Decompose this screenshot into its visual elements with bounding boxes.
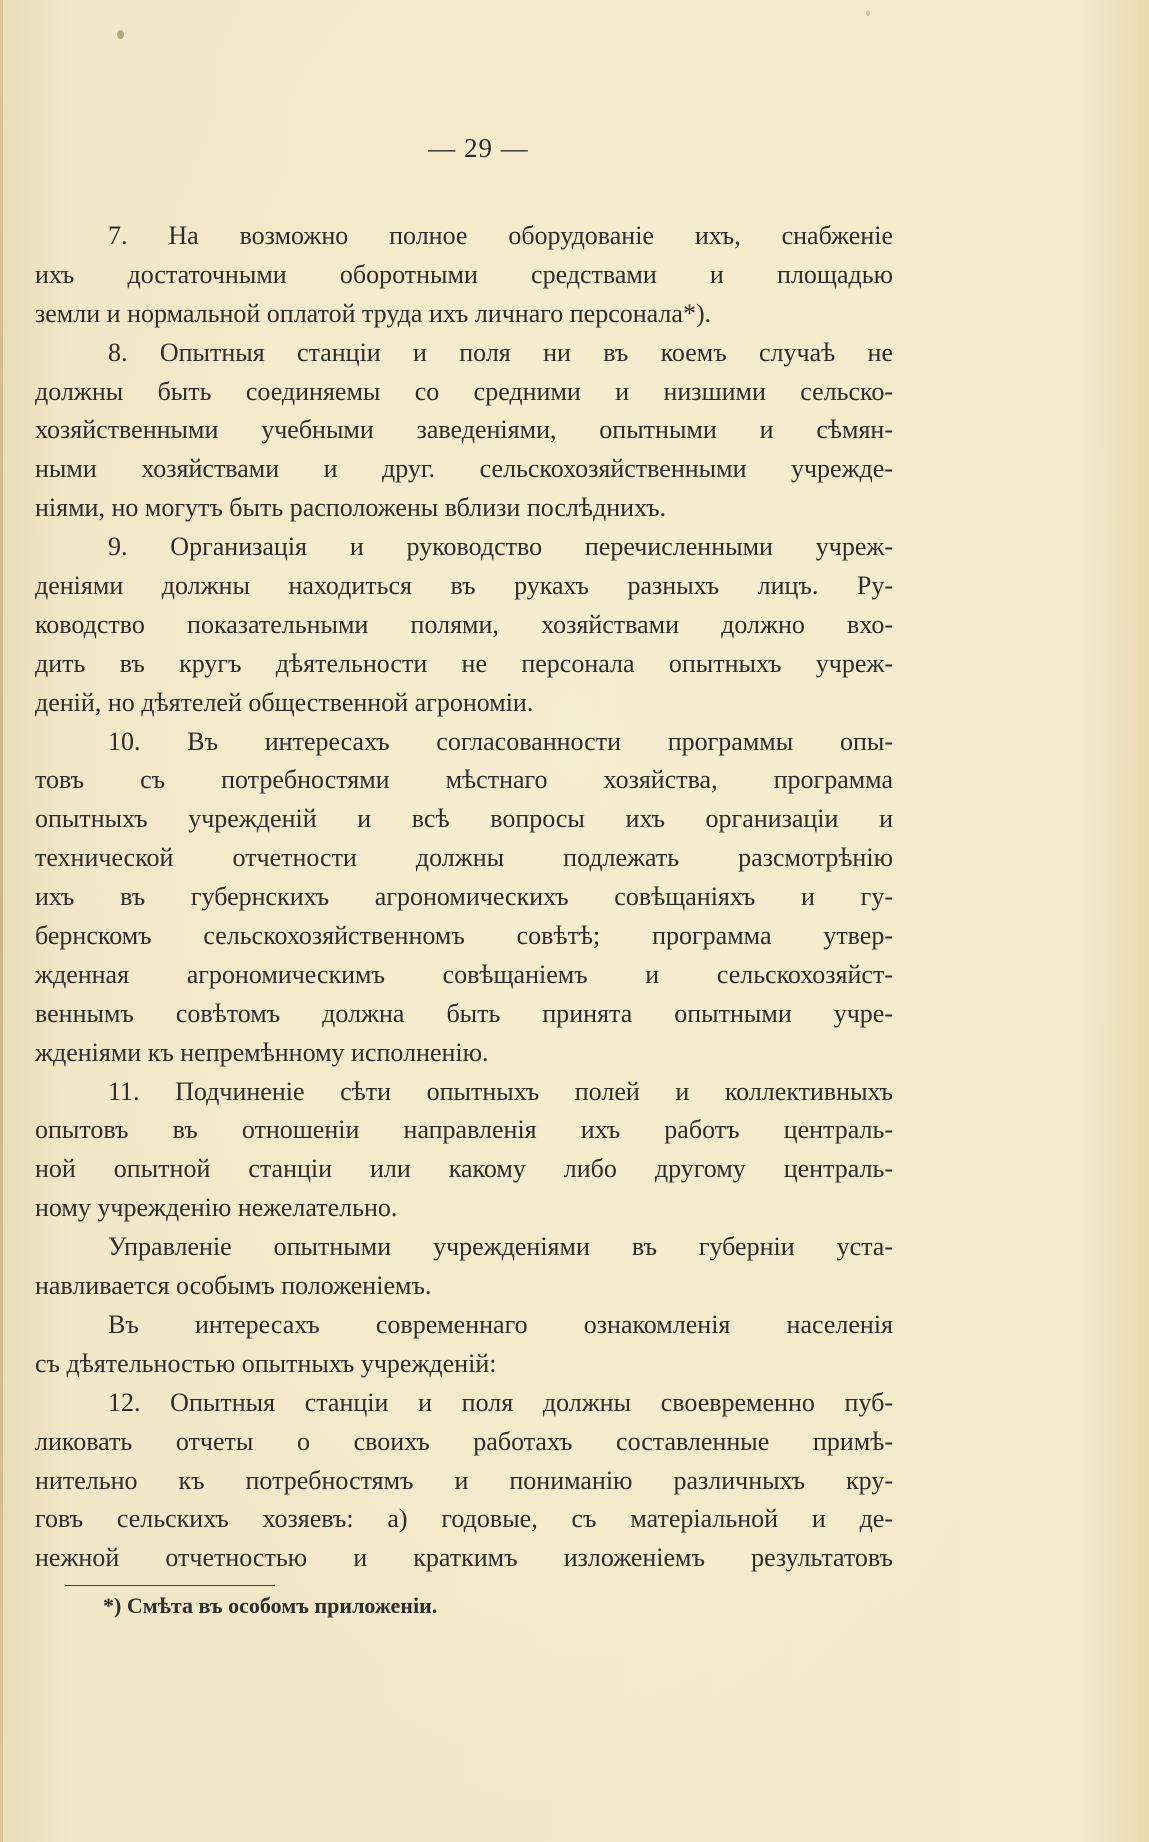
text-line: должны быть соединяемы со средними и низшими сельско- [35,376,893,406]
text-line: хозяйственными учебными заведеніями, опытными и сѣмян- [35,415,893,445]
text-line: ными хозяйствами и друг. сельскохозяйственными учрежде- [35,454,893,484]
text-line: веннымъ совѣтомъ должна быть принята опытными учре- [35,998,893,1028]
paper-speck [117,30,124,39]
text-line: деній, но дѣятелей общественной агрономіи. [35,687,534,717]
text-line: Управленіе опытными учрежденіями въ губерніи уста- [108,1232,893,1262]
text-line: навливается особымъ положеніемъ. [35,1271,432,1301]
text-line: 9. Организація и руководство перечисленными учреж- [108,532,893,562]
text-line: ніями, но могутъ быть расположены вблизи послѣднихъ. [35,493,667,523]
text-line: опытовъ въ отношеніи направленія ихъ работъ централь- [35,1115,893,1145]
text-line: ной опытной станціи или какому либо другому централь- [35,1154,893,1184]
page-number: — 29 — [428,133,529,163]
text-line: дить въ кругъ дѣятельности не персонала опытныхъ учреж- [35,648,893,678]
text-line: 12. Опытныя станціи и поля должны своевременно пуб- [108,1387,893,1417]
text-line: 7. На возможно полное оборудованіе ихъ, снабженіе [108,221,893,250]
text-line: 11. Подчиненіе сѣти опытныхъ полей и коллективныхъ [108,1076,893,1106]
page-edge [0,0,3,1842]
text-line: 10. Въ интересахъ согласованности программы опы- [108,726,893,756]
text-line: нительно къ потребностямъ и пониманію различныхъ кру- [35,1465,893,1495]
text-line: Въ интересахъ современнаго ознакомленія населенія [108,1309,893,1339]
text-line: товъ съ потребностями мѣстнаго хозяйства, программа [35,765,893,795]
text-line: 8. Опытныя станціи и поля ни въ коемъ случаѣ не [108,337,893,367]
text-line: опытныхъ учрежденій и всѣ вопросы ихъ организаціи и [35,804,893,834]
text-line: съ дѣятельностью опытныхъ учрежденій: [35,1348,497,1378]
text-line: жденіями къ непремѣнному исполненію. [35,1037,489,1067]
text-line: ликовать отчеты о своихъ работахъ составленные примѣ- [35,1426,893,1456]
text-line: ководство показательными полями, хозяйствами должно вхо- [35,609,893,639]
paper-speck [866,10,870,16]
text-line: жденная агрономическимъ совѣщаніемъ и сельскохозяйст- [35,959,893,989]
text-line: земли и нормальной оплатой труда ихъ личнаго персонала*). [35,298,712,328]
footnote-divider [65,1585,275,1586]
body-text [35,217,893,1578]
text-line: деніями должны находиться въ рукахъ разныхъ лицъ. Ру- [35,571,893,601]
text-line: нежной отчетностью и краткимъ изложеніемъ результатовъ [35,1543,893,1573]
text-line: технической отчетности должны подлежать разсмотрѣнію [35,843,893,873]
text-line: ному учрежденію нежелательно. [35,1193,398,1223]
text-line: говъ сельскихъ хозяевъ: а) годовые, съ матеріальной и де- [35,1504,893,1534]
text-line: бернскомъ сельскохозяйственномъ совѣтѣ; программа утвер- [35,921,893,951]
text-line: ихъ достаточными оборотными средствами и площадью [35,259,893,289]
footnote: *) Смѣта въ особомъ приложеніи. [103,1593,438,1618]
text-line: ихъ въ губернскихъ агрономическихъ совѣщаніяхъ и гу- [35,882,893,912]
